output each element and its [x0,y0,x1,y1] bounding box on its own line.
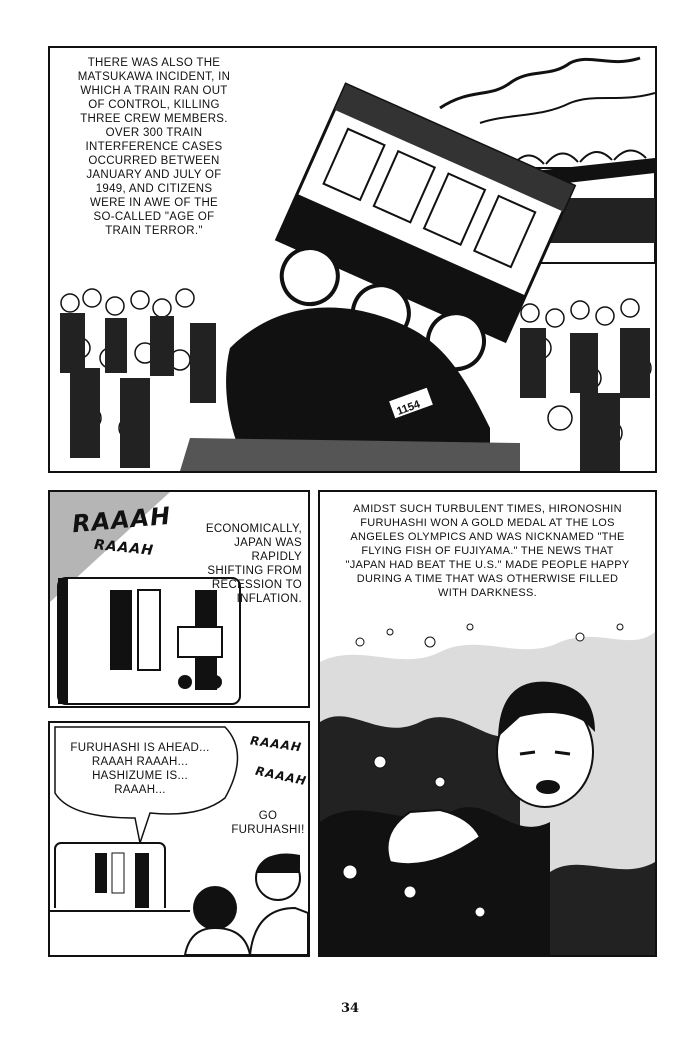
panel2-caption: ECONOMICALLY, JAPAN WAS RAPIDLY SHIFTING FROM RECESSION TO INFLATION. [205,523,302,605]
panel-furuhashi-swimming [318,490,657,957]
sfx-raaah-3: RAAAH [249,733,303,755]
sfx-raaah-4: RAAAH [254,763,309,789]
radio-broadcast-text: FURUHASHI IS AHEAD... RAAAH RAAAH... HASHIZUME IS... RAAAH... [70,742,210,796]
panel-train-derailment [48,46,657,473]
panel-radio-economy [48,490,310,708]
sfx-raaah-1: RAAAH [70,501,173,539]
panel1-caption: THERE WAS ALSO THE MATSUKAWA INCIDENT, IN WHICH A TRAIN RAN OUT OF CONTROL, KILLING THREE CREW MEMBERS. OVER 300 TRAIN INTERFERENCE CASES OCCURRED BETWEEN JANUARY AND JULY OF 1949, AND CITIZENS WERE IN AWE OF THE SO-CALLED "AGE OF TRAIN TERROR." [77,57,231,237]
plate-number: 1154 [395,398,422,418]
speech-go-furuhashi: GO FURUHASHI! [231,810,305,836]
page-number: 34 [340,1001,360,1016]
sfx-raaah-2: RAAAH [93,536,155,560]
panel-listening-radio [48,721,310,957]
panel4-caption: AMIDST SUCH TURBULENT TIMES, HIRONOSHIN FURUHASHI WON A GOLD MEDAL AT THE LOS ANGELES OLYMPICS AND WAS NICKNAMED "THE FLYING FISH OF FUJIYAMA." THE NEWS THAT "JAPAN HAD BEAT THE U.S." MADE PEOPLE HAPPY DURING A TIME THAT WAS OTHERWISE FILLED WITH DARKNESS. [345,503,630,599]
